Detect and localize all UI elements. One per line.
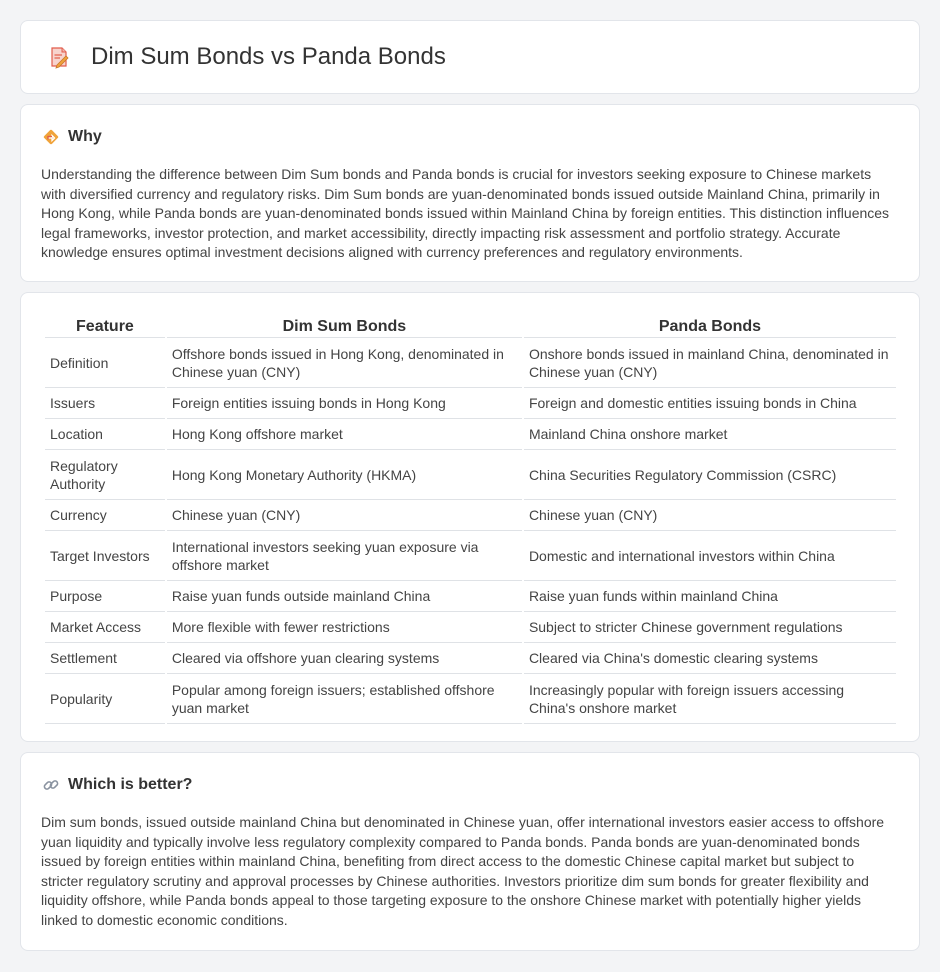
dim-sum-cell: Raise yuan funds outside mainland China	[167, 581, 522, 612]
dim-sum-cell: International investors seeking yuan exposure via offshore market	[167, 531, 522, 581]
dim-sum-cell: Offshore bonds issued in Hong Kong, denominated in Chinese yuan (CNY)	[167, 338, 522, 388]
panda-cell: Domestic and international investors within China	[524, 531, 896, 581]
feature-cell: Settlement	[45, 643, 165, 674]
page-title: Dim Sum Bonds vs Panda Bonds	[91, 43, 446, 70]
panda-cell: Subject to stricter Chinese government regulations	[524, 612, 896, 643]
table-row	[45, 419, 896, 450]
panda-cell: China Securities Regulatory Commission (CSRC)	[524, 450, 896, 500]
panda-cell: Increasingly popular with foreign issuers accessing China's onshore market	[524, 674, 896, 724]
table-row	[45, 450, 896, 500]
dim-sum-cell: Hong Kong Monetary Authority (HKMA)	[167, 450, 522, 500]
which-is-better-title: Which is better?	[68, 776, 193, 793]
feature-cell: Definition	[45, 338, 165, 388]
table-row	[45, 674, 896, 724]
why-title: Why	[68, 128, 102, 145]
comparison-table	[43, 316, 898, 724]
panda-cell: Chinese yuan (CNY)	[524, 500, 896, 531]
feature-cell: Issuers	[45, 388, 165, 419]
table-row	[45, 531, 896, 581]
why-paragraph: Understanding the difference between Dim Sum bonds and Panda bonds is crucial for investors seeking exposure to Chinese markets with diversified currency and regulatory risks. Dim Sum bonds are yuan-denominated bonds issued outside Mainland China, primarily in Hong Kong, while Panda bonds are yuan-denominated bonds issued within Mainland China by foreign entities. This distinction influences legal frameworks, investor protection, and market accessibility, directly impacting risk assessment and portfolio strategy. Accurate knowledge ensures optimal investment decisions aligned with currency preferences and regulatory environments.	[41, 166, 890, 260]
panda-cell: Mainland China onshore market	[524, 419, 896, 450]
dim-sum-cell: Chinese yuan (CNY)	[167, 500, 522, 531]
which-is-better-paragraph: Dim sum bonds, issued outside mainland China but denominated in Chinese yuan, offer international investors easier access to offshore yuan liquidity and typically involve less regulatory complexity compared to Panda bonds. Panda bonds are yuan-denominated bonds issued by foreign entities within mainland China, benefiting from direct access to the domestic Chinese capital market but subject to stricter regulatory scrutiny and approval processes by Chinese authorities. Investors prioritize dim sum bonds for greater flexibility and liquidity offshore, while Panda bonds appeal to those targeting exposure to the onshore Chinese market with potentially higher yields linked to domestic economic conditions.	[41, 814, 885, 928]
panda-cell: Raise yuan funds within mainland China	[524, 581, 896, 612]
which-is-better-section	[20, 752, 920, 951]
header-dim-sum: Dim Sum Bonds	[167, 316, 522, 338]
dim-sum-cell: Hong Kong offshore market	[167, 419, 522, 450]
table-row	[45, 643, 896, 674]
table-row	[45, 388, 896, 419]
feature-cell: Popularity	[45, 674, 165, 724]
header-card	[20, 20, 920, 94]
document-edit-icon	[47, 45, 71, 69]
dim-sum-cell: Cleared via offshore yuan clearing systems	[167, 643, 522, 674]
panda-cell: Foreign and domestic entities issuing bonds in China	[524, 388, 896, 419]
dim-sum-cell: Foreign entities issuing bonds in Hong Kong	[167, 388, 522, 419]
table-row	[45, 612, 896, 643]
feature-cell: Purpose	[45, 581, 165, 612]
diamond-arrow-icon	[42, 128, 60, 146]
table-header-row	[45, 316, 896, 338]
panda-cell: Onshore bonds issued in mainland China, denominated in Chinese yuan (CNY)	[524, 338, 896, 388]
table-row	[45, 581, 896, 612]
table-row	[45, 338, 896, 388]
feature-cell: Currency	[45, 500, 165, 531]
feature-cell: Market Access	[45, 612, 165, 643]
feature-cell: Location	[45, 419, 165, 450]
header-feature: Feature	[45, 316, 165, 338]
header-panda: Panda Bonds	[524, 316, 896, 338]
table-row	[45, 500, 896, 531]
why-section	[20, 104, 920, 282]
feature-cell: Regulatory Authority	[45, 450, 165, 500]
feature-cell: Target Investors	[45, 531, 165, 581]
link-icon	[42, 776, 60, 794]
dim-sum-cell: Popular among foreign issuers; established offshore yuan market	[167, 674, 522, 724]
comparison-table-card	[20, 292, 920, 742]
dim-sum-cell: More flexible with fewer restrictions	[167, 612, 522, 643]
panda-cell: Cleared via China's domestic clearing systems	[524, 643, 896, 674]
